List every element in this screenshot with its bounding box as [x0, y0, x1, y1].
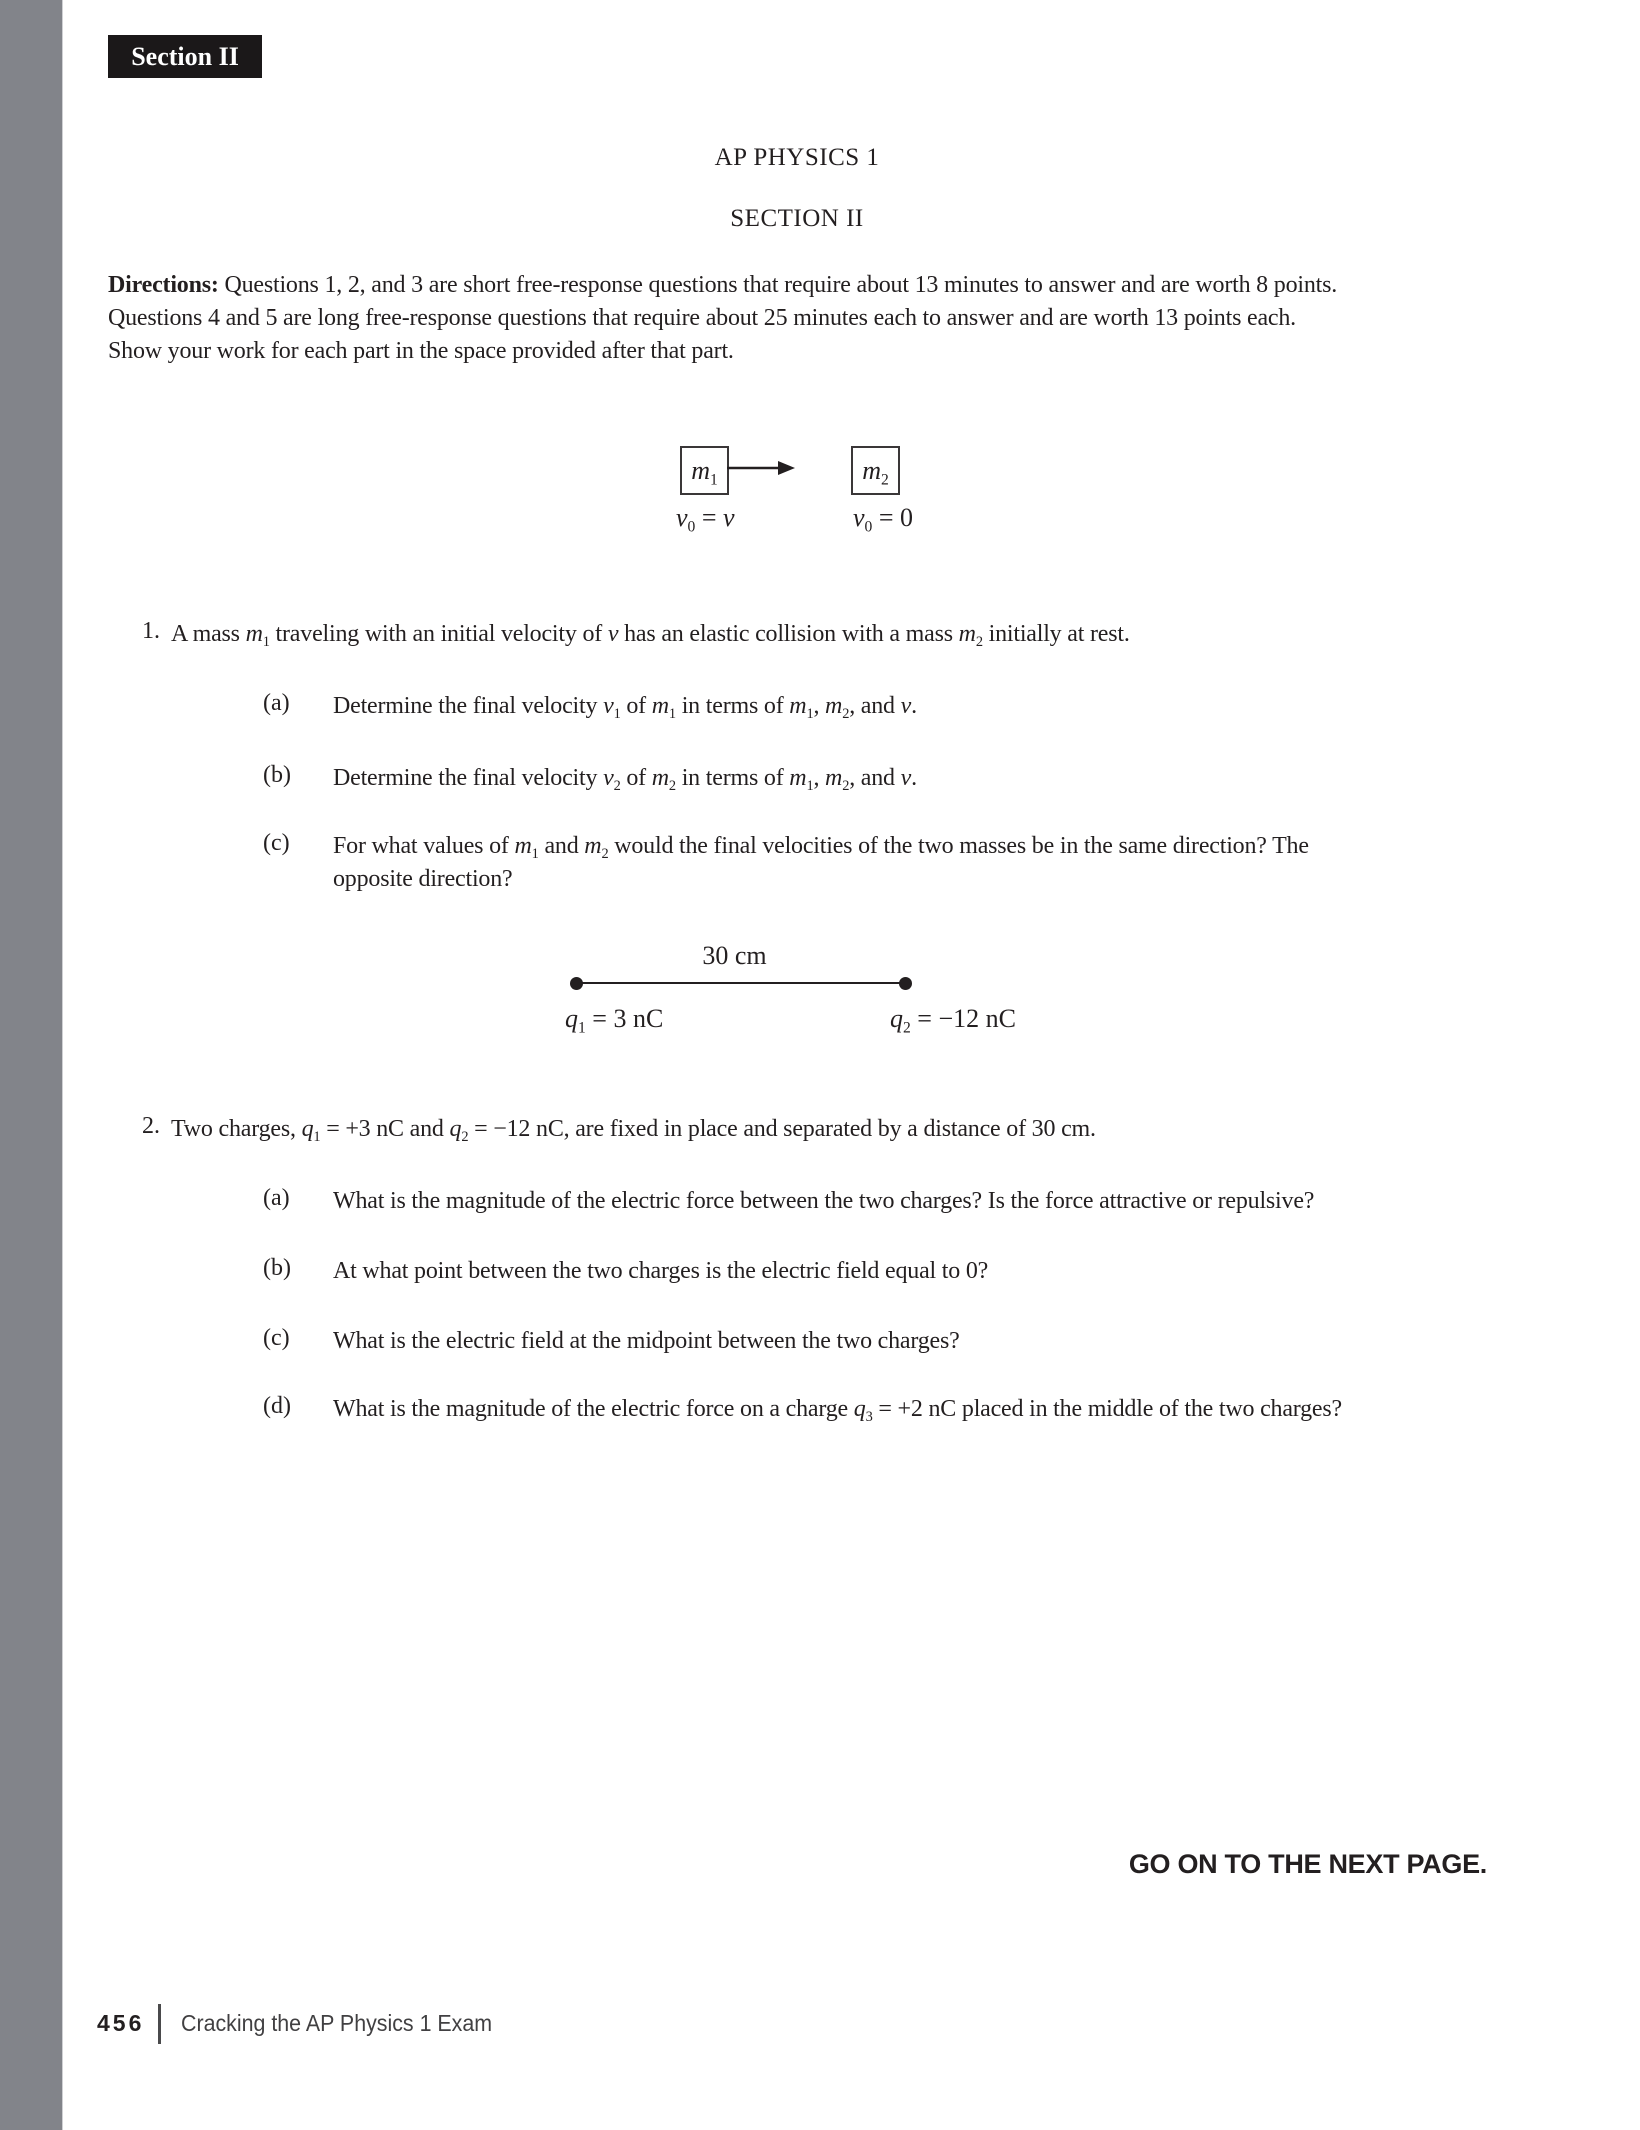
- part-label: (d): [263, 1393, 291, 1419]
- directions-text: Directions: Questions 1, 2, and 3 are short free-response questions that require about 13 minutes to answer and are worth 8 points. Questions 4 and 5 are long free-response questions that require about 25 minutes each to answer and are worth 13 points each. Show your work for each part in the space provided after that part.: [108, 272, 1338, 364]
- question-number: 2.: [142, 1113, 160, 1139]
- go-on-instruction: GO ON TO THE NEXT PAGE.: [1128, 1849, 1487, 1879]
- page-number: 456: [97, 2010, 145, 2036]
- initial-velocity-label-m1: $v_0 = v$: [676, 503, 735, 536]
- section-heading: SECTION II: [730, 205, 864, 232]
- section-tab: [108, 35, 262, 78]
- mass-box-m2: [851, 446, 900, 495]
- initial-velocity-label-m2: $v_0 = 0$: [853, 503, 914, 536]
- part-text: What is the magnitude of the electric force on a charge $q_3 = +2$ nC placed in the middle of the two charges?: [333, 1396, 1342, 1426]
- part-text: For what values of $m_1$ and $m_2$ would the final velocities of the two masses be in the same direction? The opposite direction?: [333, 833, 1309, 892]
- question-text: A mass $m_1$ traveling with an initial velocity of v has an elastic collision with a mass $m_2$ initially at rest.: [171, 621, 1130, 651]
- mass2-label: $m_2$: [862, 455, 889, 488]
- part-label: (b): [263, 1255, 291, 1281]
- part-label: (b): [263, 762, 291, 788]
- mass1-label: $m_1$: [691, 455, 718, 488]
- question-number: 1.: [142, 618, 160, 644]
- question-text: Two charges, $q_1 = +3$ nC and $q_2 = -12$ nC, are fixed in place and separated by a distance of 30 cm.: [171, 1116, 1096, 1146]
- part-label: (a): [263, 1185, 290, 1211]
- charge2-label: $q_2 = -12$ nC: [890, 1004, 1016, 1037]
- part-label: (a): [263, 690, 290, 716]
- distance-label: 30 cm: [702, 941, 767, 970]
- separation-line: [576, 982, 906, 984]
- velocity-arrow-icon: [727, 458, 795, 478]
- book-title: Cracking the AP Physics 1 Exam: [181, 2010, 493, 2036]
- footer-divider: [158, 2004, 161, 2044]
- part-text: Determine the final velocity $v_1$ of $m_1$ in terms of $m_1$, $m_2$, and v.: [333, 693, 917, 723]
- charge-point-q1: [570, 977, 583, 990]
- part-label: (c): [263, 1325, 290, 1351]
- section-tab-label: Section II: [131, 41, 239, 71]
- mass-box-m1: [680, 446, 729, 495]
- part-text: What is the electric field at the midpoint between the two charges?: [333, 1328, 960, 1354]
- part-text: What is the magnitude of the electric force between the two charges? Is the force attractive or repulsive?: [333, 1188, 1315, 1214]
- page-edge-stripe: [0, 0, 63, 2130]
- part-text: At what point between the two charges is the electric field equal to 0?: [333, 1258, 989, 1284]
- charge-point-q2: [899, 977, 912, 990]
- charge1-label: $q_1 = 3$ nC: [565, 1004, 664, 1037]
- part-label: (c): [263, 830, 290, 856]
- part-text: Determine the final velocity $v_2$ of $m_2$ in terms of $m_1$, $m_2$, and v.: [333, 765, 917, 795]
- exam-title: AP PHYSICS 1: [714, 144, 880, 171]
